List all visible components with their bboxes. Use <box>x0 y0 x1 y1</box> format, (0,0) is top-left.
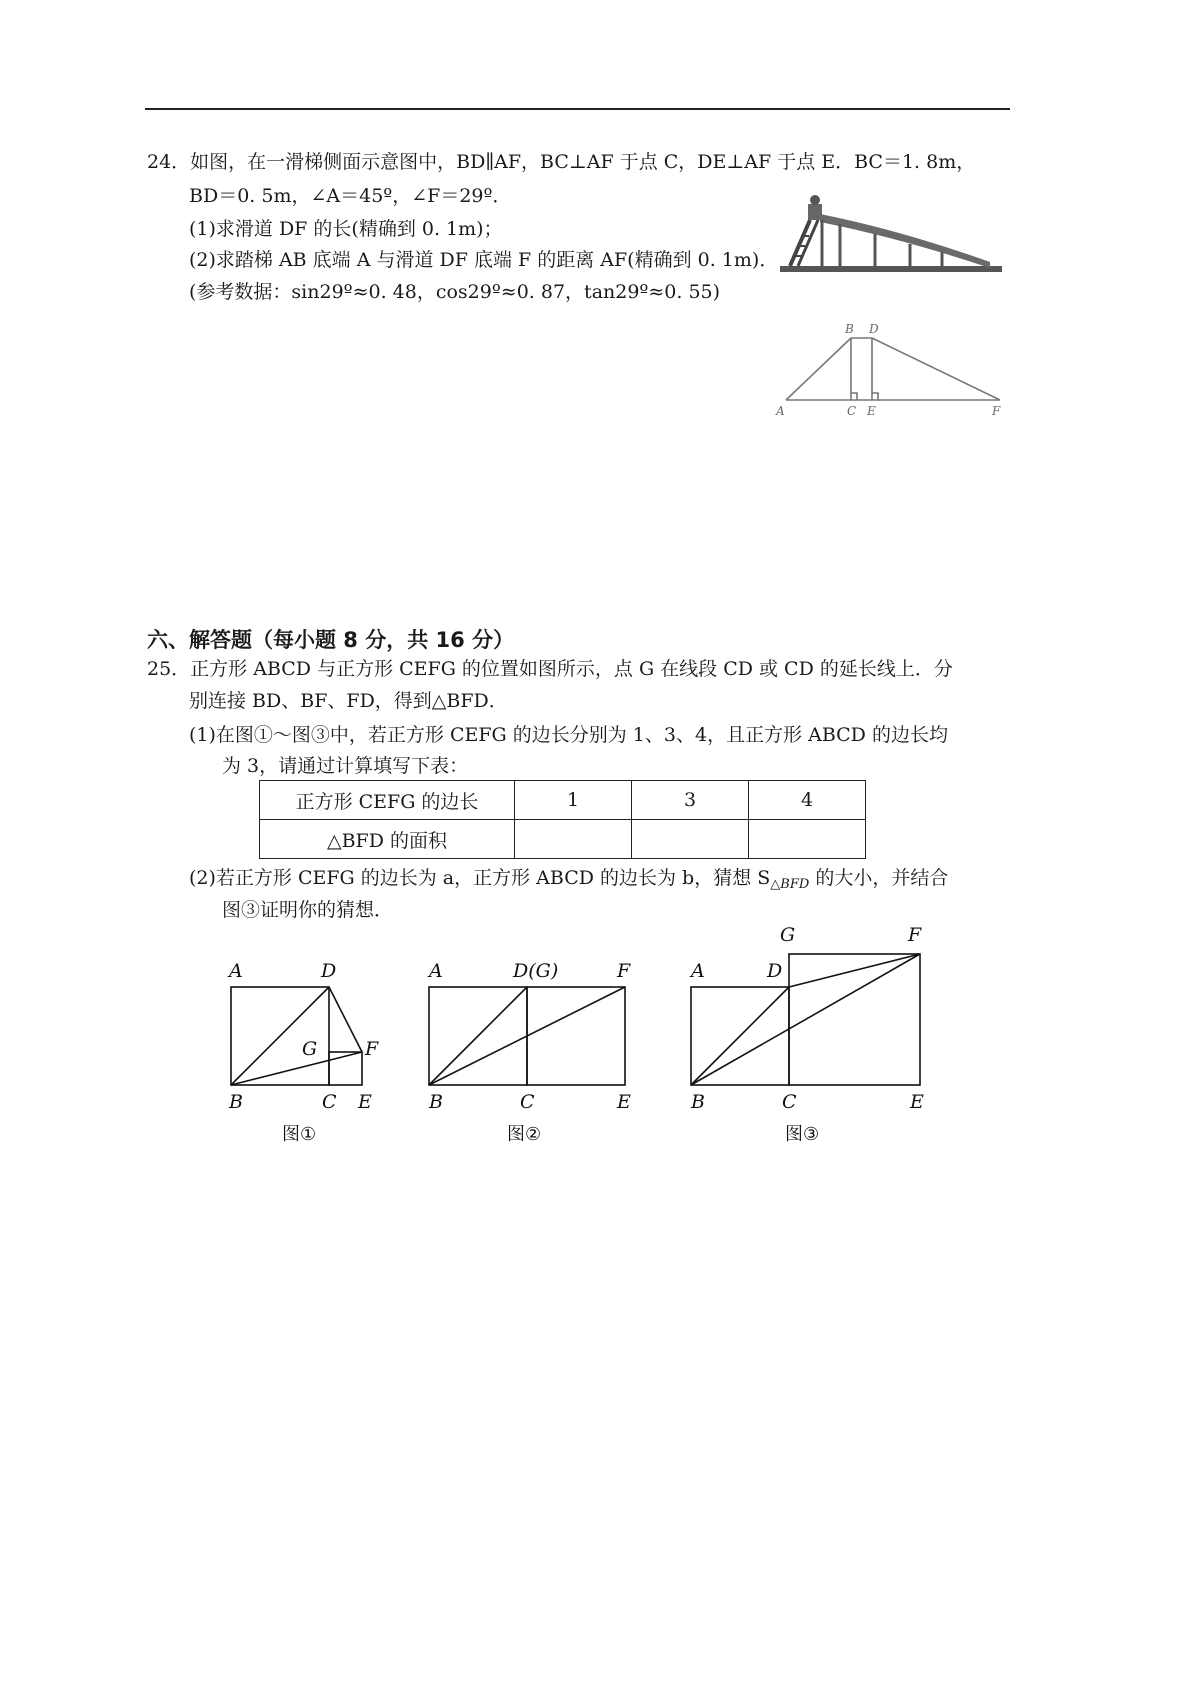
q24-line-5: (参考数据：sin29º≈0. 48，cos29º≈0. 87，tan29º≈0. 55) <box>189 281 721 303</box>
diagram-label-d: D <box>869 322 879 336</box>
fig1-label-f: F <box>365 1038 379 1060</box>
figure-2 <box>415 955 645 1150</box>
diagram-label-a: A <box>776 404 785 418</box>
diagram-label-b: B <box>845 322 854 336</box>
s-subscript: △BFD <box>770 877 810 892</box>
fig3-label-d: D <box>767 960 783 982</box>
fig1-caption: 图① <box>282 1124 317 1145</box>
q25-line-5-tail: 的大小，并结合 <box>809 867 949 889</box>
q24-line-4: (2)求踏梯 AB 底端 A 与滑道 DF 底端 F 的距离 AF(精确到 0. 1m)． <box>189 249 779 271</box>
fig2-label-a: A <box>429 960 443 982</box>
fig3-label-c: C <box>782 1091 797 1113</box>
q25-line-4: 为 3，请通过计算填写下表： <box>222 755 469 777</box>
fig3-caption: 图③ <box>785 1124 820 1145</box>
fig1-label-a: A <box>229 960 243 982</box>
fig2-label-f: F <box>617 960 631 982</box>
q25-line-6: 图③证明你的猜想． <box>222 899 394 921</box>
fig3-label-g: G <box>780 924 796 946</box>
q25-line-5-text: (2)若正方形 CEFG 的边长为 a，正方形 ABCD 的边长为 b，猜想 S <box>189 867 771 889</box>
answer-table <box>259 780 866 859</box>
fig1-label-e: E <box>358 1091 372 1113</box>
figure-3 <box>675 920 925 1150</box>
fig2-label-c: C <box>520 1091 535 1113</box>
table-row <box>260 820 866 859</box>
q24-line-3: (1)求滑道 DF 的长(精确到 0. 1m)； <box>189 218 503 240</box>
fig2-label-b: B <box>429 1091 443 1113</box>
q25-line-1: 25．正方形 ABCD 与正方形 CEFG 的位置如图所示，点 G 在线段 CD 或 CD 的延长线上．分 <box>147 658 953 680</box>
answer-cell[interactable] <box>515 820 632 859</box>
fig2-caption: 图② <box>507 1124 542 1145</box>
fig3-label-a: A <box>691 960 705 982</box>
table-cell: △BFD 的面积 <box>260 820 515 859</box>
q25-line-2: 别连接 BD、BF、FD，得到△BFD． <box>189 690 508 712</box>
table-cell: 3 <box>632 781 749 820</box>
fig2-label-e: E <box>617 1091 631 1113</box>
figure-1 <box>215 955 385 1150</box>
fig3-label-e: E <box>910 1091 924 1113</box>
fig1-label-c: C <box>322 1091 337 1113</box>
fig3-label-b: B <box>691 1091 705 1113</box>
fig1-label-b: B <box>229 1091 243 1113</box>
diagram-label-c: C <box>847 404 857 418</box>
table-row <box>260 781 866 820</box>
fig1-label-g: G <box>302 1038 318 1060</box>
q24-line-1: 24．如图，在一滑梯侧面示意图中，BD∥AF，BC⊥AF 于点 C，DE⊥AF 于点 E．BC＝1. 8m， <box>147 151 976 173</box>
q24-line-2: BD＝0. 5m，∠A＝45º，∠F＝29º． <box>189 185 512 207</box>
section-title: 六、解答题（每小题 8 分，共 16 分） <box>147 628 515 652</box>
fig1-label-d: D <box>321 960 337 982</box>
slide-photo-illustration <box>780 190 1005 280</box>
slide-geometry-diagram <box>770 320 1010 420</box>
table-cell: 正方形 CEFG 的边长 <box>260 781 515 820</box>
fig3-label-f: F <box>908 924 922 946</box>
table-cell: 1 <box>515 781 632 820</box>
answer-cell[interactable] <box>749 820 866 859</box>
diagram-label-f: F <box>992 404 1001 418</box>
q25-line-3: (1)在图①～图③中，若正方形 CEFG 的边长分别为 1、3、4，且正方形 ABCD 的边长均 <box>189 724 948 746</box>
table-cell: 4 <box>749 781 866 820</box>
diagram-label-e: E <box>867 404 876 418</box>
answer-cell[interactable] <box>632 820 749 859</box>
fig2-label-dg: D(G) <box>513 960 559 982</box>
header-rule <box>145 108 1010 110</box>
